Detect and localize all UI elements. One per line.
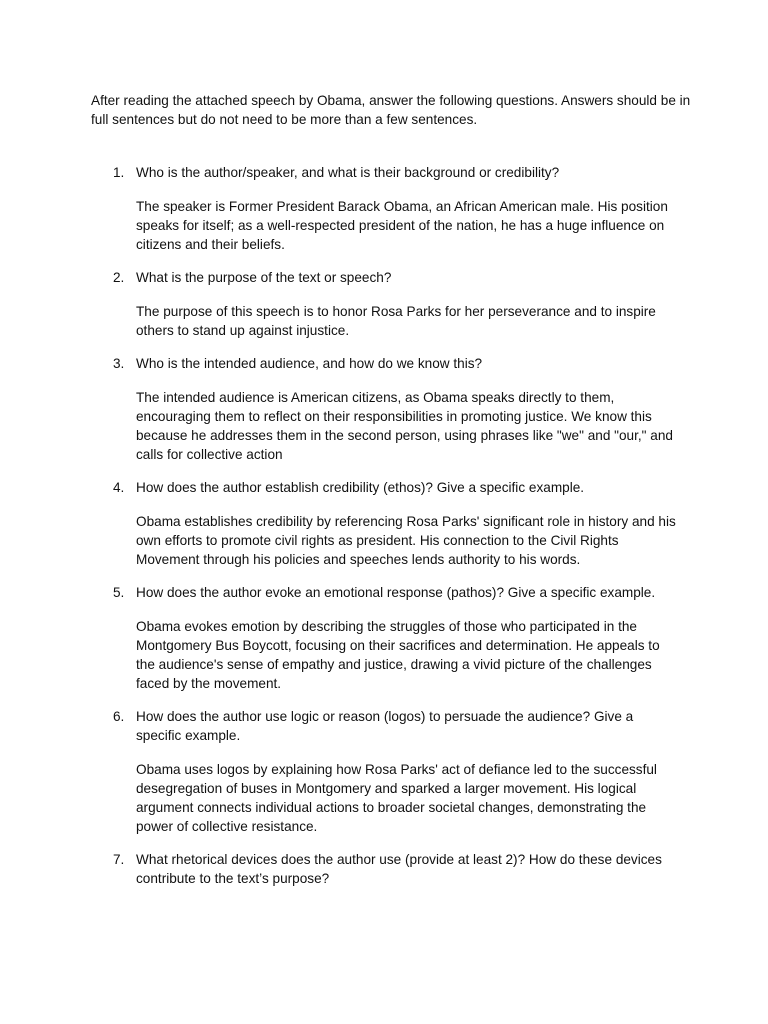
question-number: 6. xyxy=(113,709,125,724)
question-number: 7. xyxy=(113,852,125,867)
intro-paragraph: After reading the attached speech by Obama, answer the following questions. Answers should be in full sentences but do not need to be more than a few sentences. xyxy=(91,93,691,127)
question-number: 4. xyxy=(113,480,125,495)
answer-text: Obama uses logos by explaining how Rosa Parks' act of defiance led to the successful desegregation of buses in Montgomery and sparked a larger movement. His logical argument connects individual actions to broader societal changes, demonstrating the power of collective resistance. xyxy=(136,762,657,834)
question-item-5 xyxy=(0,583,768,693)
question-text: How does the author establish credibility (ethos)? Give a specific example. xyxy=(136,480,585,495)
question-item-3 xyxy=(0,354,768,464)
question-number: 1. xyxy=(113,165,125,180)
question-item-1 xyxy=(0,163,768,254)
question-text: How does the author use logic or reason (logos) to persuade the audience? Give a specific example. xyxy=(136,709,634,743)
answer-text: Obama establishes credibility by referencing Rosa Parks' significant role in history and his own efforts to promote civil rights as president. His connection to the Civil Rights Movement through his policies and speeches lends authority to his words. xyxy=(136,514,676,567)
question-number: 5. xyxy=(113,585,125,600)
question-list xyxy=(0,163,768,902)
question-item-2 xyxy=(0,268,768,340)
question-text: What rhetorical devices does the author use (provide at least 2)? How do these devices contribute to the text’s purpose? xyxy=(136,852,662,886)
question-number: 3. xyxy=(113,356,125,371)
question-item-7 xyxy=(0,850,768,888)
question-text: How does the author evoke an emotional response (pathos)? Give a specific example. xyxy=(136,585,656,600)
question-item-6 xyxy=(0,707,768,836)
answer-text: The speaker is Former President Barack Obama, an African American male. His position speaks for itself; as a well-respected president of the nation, he has a huge influence on citizens and their beliefs. xyxy=(136,199,668,252)
question-item-4 xyxy=(0,478,768,569)
answer-text: Obama evokes emotion by describing the struggles of those who participated in the Montgomery Bus Boycott, focusing on their sacrifices and determination. He appeals to the audience's sense of empathy and justice, drawing a vivid picture of the challenges faced by the movement. xyxy=(136,619,660,691)
question-text: Who is the author/speaker, and what is their background or credibility? xyxy=(136,165,560,180)
question-text: What is the purpose of the text or speech? xyxy=(136,270,392,285)
answer-text: The intended audience is American citizens, as Obama speaks directly to them, encouraging them to reflect on their responsibilities in promoting justice. We know this because he addresses them in the second person, using phrases like "we" and "our," and calls for collective action xyxy=(136,390,673,462)
answer-text: The purpose of this speech is to honor Rosa Parks for her perseverance and to inspire others to stand up against injustice. xyxy=(136,304,656,338)
question-text: Who is the intended audience, and how do we know this? xyxy=(136,356,483,371)
question-number: 2. xyxy=(113,270,125,285)
